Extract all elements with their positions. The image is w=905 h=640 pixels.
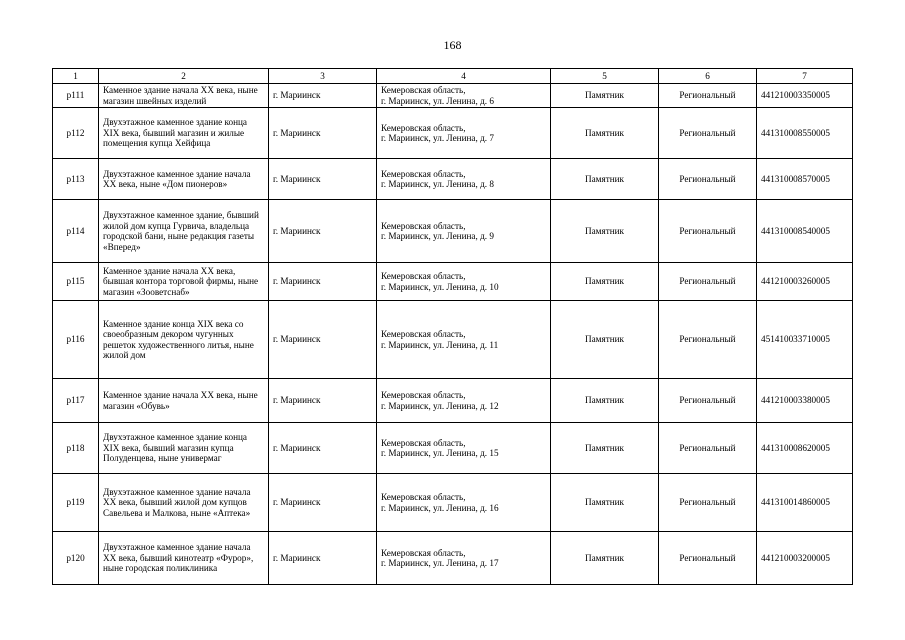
table-row xyxy=(53,84,853,108)
address-region: Кемеровская область, xyxy=(381,437,466,448)
object-category: Региональный xyxy=(659,301,757,379)
object-id: р111 xyxy=(53,84,99,108)
object-address xyxy=(377,263,551,301)
object-type: Памятник xyxy=(551,263,659,301)
column-header: 3 xyxy=(269,69,377,84)
address-street: г. Мариинск, ул. Ленина, д. 12 xyxy=(381,400,499,411)
object-name: Двухэтажное каменное здание конца XIX века, бывший магазин и жилые помещения купца Хейфица xyxy=(99,108,269,159)
object-name: Двухэтажное каменное здание начала XX века, ныне «Дом пионеров» xyxy=(99,159,269,200)
object-name: Каменное здание начала XX века, ныне магазин швейных изделий xyxy=(99,84,269,108)
object-locality: г. Мариинск xyxy=(269,301,377,379)
object-registry-number: 441310008570005 xyxy=(757,159,853,200)
column-header: 1 xyxy=(53,69,99,84)
object-address xyxy=(377,423,551,474)
object-id: р118 xyxy=(53,423,99,474)
object-category: Региональный xyxy=(659,84,757,108)
address-region: Кемеровская область, xyxy=(381,85,466,95)
table-header-row xyxy=(53,69,853,84)
object-id: р115 xyxy=(53,263,99,301)
object-name: Каменное здание начала XX века, бывшая контора торговой фирмы, ныне магазин «Зооветснаб» xyxy=(99,263,269,301)
table-row xyxy=(53,379,853,423)
address-street: г. Мариинск, ул. Ленина, д. 16 xyxy=(381,502,499,513)
table-row xyxy=(53,532,853,585)
address-street: г. Мариинск, ул. Ленина, д. 6 xyxy=(381,95,494,106)
object-type: Памятник xyxy=(551,108,659,159)
object-address xyxy=(377,200,551,263)
object-type: Памятник xyxy=(551,200,659,263)
object-id: р114 xyxy=(53,200,99,263)
column-header: 5 xyxy=(551,69,659,84)
object-type: Памятник xyxy=(551,301,659,379)
object-locality: г. Мариинск xyxy=(269,423,377,474)
table-row xyxy=(53,159,853,200)
object-name: Двухэтажное каменное здание начала XX века, бывший кинотеатр «Фурор», ныне городская поликлиника xyxy=(99,532,269,585)
address-region: Кемеровская область, xyxy=(381,122,466,133)
address-street: г. Мариинск, ул. Ленина, д. 7 xyxy=(381,133,494,144)
object-type: Памятник xyxy=(551,474,659,532)
object-id: р113 xyxy=(53,159,99,200)
table-row xyxy=(53,301,853,379)
address-region: Кемеровская область, xyxy=(381,492,466,503)
address-region: Кемеровская область, xyxy=(381,547,466,558)
object-id: р117 xyxy=(53,379,99,423)
object-address xyxy=(377,301,551,379)
column-header: 2 xyxy=(99,69,269,84)
object-category: Региональный xyxy=(659,474,757,532)
object-id: р119 xyxy=(53,474,99,532)
object-name: Двухэтажное каменное здание, бывший жилой дом купца Гурвича, владельца городской бани, ныне редакция газеты «Вперед» xyxy=(99,200,269,263)
column-header: 6 xyxy=(659,69,757,84)
object-registry-number: 441310014860005 xyxy=(757,474,853,532)
object-locality: г. Мариинск xyxy=(269,108,377,159)
column-header: 4 xyxy=(377,69,551,84)
object-locality: г. Мариинск xyxy=(269,474,377,532)
address-street: г. Мариинск, ул. Ленина, д. 8 xyxy=(381,179,494,190)
object-type: Памятник xyxy=(551,84,659,108)
object-locality: г. Мариинск xyxy=(269,200,377,263)
object-registry-number: 441210003350005 xyxy=(757,84,853,108)
object-type: Памятник xyxy=(551,423,659,474)
object-type: Памятник xyxy=(551,379,659,423)
object-registry-number: 441310008550005 xyxy=(757,108,853,159)
object-registry-number: 441210003380005 xyxy=(757,379,853,423)
object-registry-number: 451410033710005 xyxy=(757,301,853,379)
object-address xyxy=(377,84,551,108)
object-registry-number: 441210003200005 xyxy=(757,532,853,585)
object-address xyxy=(377,108,551,159)
table-row xyxy=(53,423,853,474)
table-row xyxy=(53,474,853,532)
object-name: Двухэтажное каменное здание начала XX века, бывший жилой дом купцов Савельева и Малкова, ныне «Аптека» xyxy=(99,474,269,532)
table-row xyxy=(53,263,853,301)
object-id: р112 xyxy=(53,108,99,159)
object-address xyxy=(377,379,551,423)
object-locality: г. Мариинск xyxy=(269,84,377,108)
address-region: Кемеровская область, xyxy=(381,329,466,340)
object-type: Памятник xyxy=(551,532,659,585)
object-category: Региональный xyxy=(659,532,757,585)
address-region: Кемеровская область, xyxy=(381,220,466,231)
object-id: р116 xyxy=(53,301,99,379)
address-street: г. Мариинск, ул. Ленина, д. 11 xyxy=(381,339,499,350)
object-category: Региональный xyxy=(659,263,757,301)
object-registry-number: 441210003260005 xyxy=(757,263,853,301)
object-address xyxy=(377,474,551,532)
object-registry-number: 441310008620005 xyxy=(757,423,853,474)
object-registry-number: 441310008540005 xyxy=(757,200,853,263)
object-category: Региональный xyxy=(659,379,757,423)
object-type: Памятник xyxy=(551,159,659,200)
object-address xyxy=(377,159,551,200)
object-category: Региональный xyxy=(659,159,757,200)
page-number: 168 xyxy=(443,38,462,52)
table-row xyxy=(53,200,853,263)
object-address xyxy=(377,532,551,585)
object-id: р120 xyxy=(53,532,99,585)
object-locality: г. Мариинск xyxy=(269,532,377,585)
object-name: Двухэтажное каменное здание конца XIX века, бывший магазин купца Полуденцева, ныне универмаг xyxy=(99,423,269,474)
object-category: Региональный xyxy=(659,423,757,474)
address-street: г. Мариинск, ул. Ленина, д. 10 xyxy=(381,281,499,292)
heritage-registry-table xyxy=(52,68,853,585)
address-street: г. Мариинск, ул. Ленина, д. 9 xyxy=(381,231,494,242)
table-row xyxy=(53,108,853,159)
address-region: Кемеровская область, xyxy=(381,168,466,179)
object-locality: г. Мариинск xyxy=(269,159,377,200)
object-name: Каменное здание конца XIX века со своеобразным декором чугунных решеток художественного литья, ныне жилой дом xyxy=(99,301,269,379)
object-locality: г. Мариинск xyxy=(269,263,377,301)
address-street: г. Мариинск, ул. Ленина, д. 15 xyxy=(381,448,499,459)
address-region: Кемеровская область, xyxy=(381,390,466,401)
object-locality: г. Мариинск xyxy=(269,379,377,423)
column-header: 7 xyxy=(757,69,853,84)
object-category: Региональный xyxy=(659,108,757,159)
object-category: Региональный xyxy=(659,200,757,263)
address-region: Кемеровская область, xyxy=(381,271,466,282)
address-street: г. Мариинск, ул. Ленина, д. 17 xyxy=(381,558,499,569)
object-name: Каменное здание начала XX века, ныне магазин «Обувь» xyxy=(99,379,269,423)
